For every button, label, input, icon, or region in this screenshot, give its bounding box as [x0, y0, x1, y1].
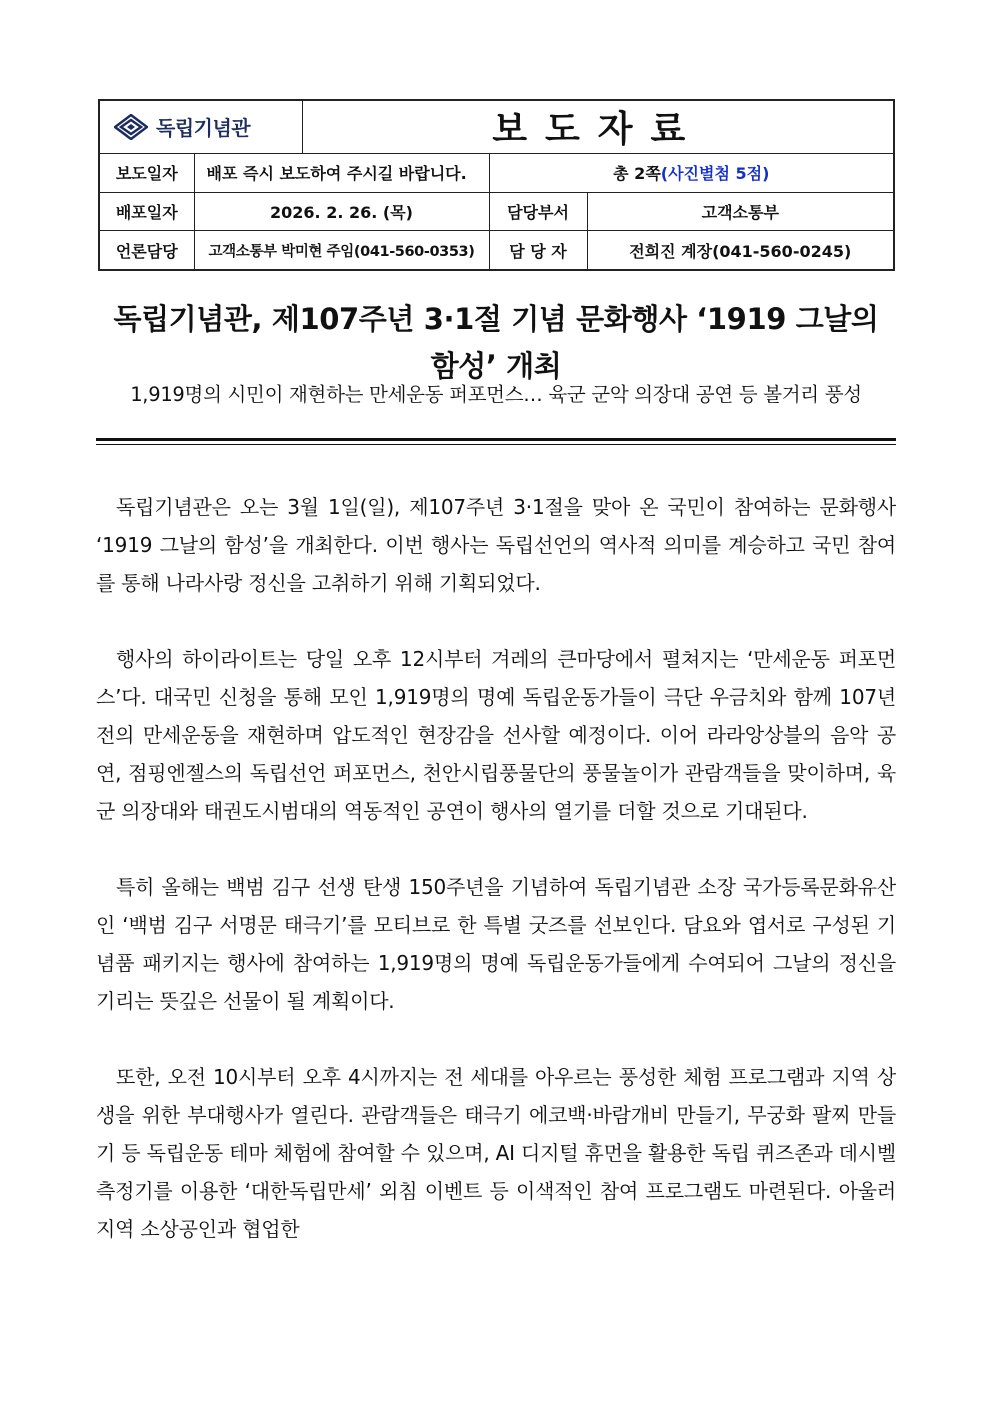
- article-subtitle: 1,919명의 시민이 재현하는 만세운동 퍼포먼스… 육군 군악 의장대 공연 등 볼거리 풍성: [130, 383, 862, 406]
- document-type-title: 보도자료: [302, 100, 894, 153]
- manager-label: 담 당 자: [489, 231, 587, 270]
- title-divider-thin: [96, 444, 896, 445]
- distribution-date-value: 2026. 2. 26. (목): [194, 192, 489, 231]
- report-date-value: 배포 즉시 보도하여 주시길 바랍니다.: [194, 153, 489, 192]
- press-release-header-table: [98, 99, 895, 271]
- page-count-cell: [489, 153, 894, 192]
- body-paragraph-3: 특히 올해는 백범 김구 선생 탄생 150주년을 기념하여 독립기념관 소장 국가등록문화유산인 ‘백범 김구 서명문 태극기’를 모티브로 한 특별 굿즈를 선보인다. 담요와 엽서로 구성된 기념품 패키지는 행사에 참여하는 1,919명의 명예 독립운동가들에게 수여되어 그날의 정신을 기리는 뜻깊은 선물이 될 계획이다.: [96, 875, 896, 1013]
- department-label: 담당부서: [489, 192, 587, 231]
- body-paragraph-1: 독립기념관은 오는 3월 1일(일), 제107주년 3·1절을 맞아 온 국민이 참여하는 문화행사 ‘1919 그날의 함성’을 개최한다. 이번 행사는 독립선언의 역사적 의미를 계승하고 국민 참여를 통해 나라사랑 정신을 고취하기 위해 기획되었다.: [96, 495, 896, 595]
- article-body: [96, 488, 896, 1286]
- report-date-label: 보도일자: [99, 153, 194, 192]
- org-logo: [104, 112, 298, 141]
- distribution-date-label: 배포일자: [99, 192, 194, 231]
- org-name: 독립기념관: [156, 116, 251, 141]
- org-emblem-icon: [114, 114, 148, 140]
- department-value: 고객소통부: [587, 192, 894, 231]
- title-divider-thick: [96, 438, 896, 441]
- photo-attachments: (사진별첨 5점): [660, 164, 770, 184]
- article-title-line-2: 함성’ 개최: [430, 349, 562, 383]
- article-title-line-1: 독립기념관, 제107주년 3·1절 기념 문화행사 ‘1919 그날의: [113, 302, 879, 336]
- body-paragraph-2: 행사의 하이라이트는 당일 오후 12시부터 겨레의 큰마당에서 펼쳐지는 ‘만세운동 퍼포먼스’다. 대국민 신청을 통해 모인 1,919명의 명예 독립운동가들이 극단 우금치와 함께 107년 전의 만세운동을 재현하며 압도적인 현장감을 선사할 예정이다. 이어 라라앙상블의 음악 공연, 점핑엔젤스의 독립선언 퍼포먼스, 천안시립풍물단의 풍물놀이가 관람객들을 맞이하며, 육군 의장대와 태권도시범대의 역동적인 공연이 행사의 열기를 더할 것으로 기대된다.: [96, 647, 896, 823]
- press-contact-value: 고객소통부 박미현 주임(041-560-0353): [194, 231, 489, 270]
- logo-cell: [99, 100, 302, 153]
- article-title: [96, 296, 896, 390]
- manager-value: 전희진 계장(041-560-0245): [587, 231, 894, 270]
- press-contact-label: 언론담당: [99, 231, 194, 270]
- total-pages: 총 2쪽: [613, 164, 661, 184]
- body-paragraph-4: 또한, 오전 10시부터 오후 4시까지는 전 세대를 아우르는 풍성한 체험 프로그램과 지역 상생을 위한 부대행사가 열린다. 관람객들은 태극기 에코백·바람개비 만들기, 무궁화 팔찌 만들기 등 독립운동 테마 체험에 참여할 수 있으며, AI 디지털 휴먼을 활용한 독립 퀴즈존과 데시벨 측정기를 이용한 ‘대한독립만세’ 외침 이벤트 등 이색적인 참여 프로그램도 마련된다. 아울러 지역 소상공인과 협업한: [96, 1065, 896, 1241]
